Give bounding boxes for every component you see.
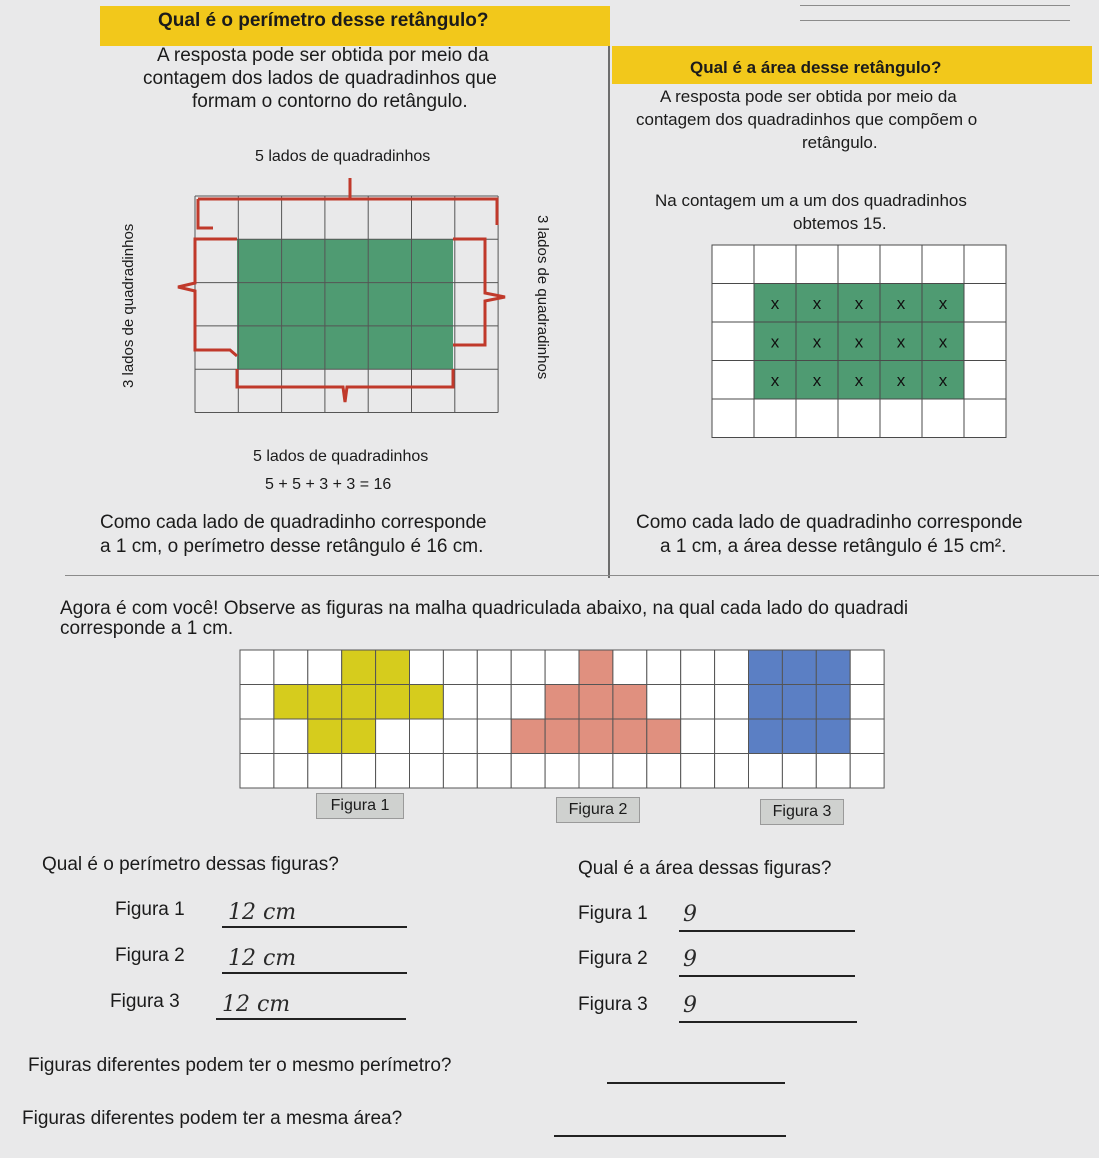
figure3-cell	[782, 685, 816, 720]
figure3-cell	[749, 719, 783, 754]
count-mark: x	[938, 332, 948, 352]
perimeter-conclusion-line2: a 1 cm, o perímetro desse retângulo é 16 cm.	[100, 536, 484, 557]
area-row-3-label: Figura 3	[578, 994, 648, 1015]
perimeter-row-3-label: Figura 3	[110, 991, 180, 1012]
area-intro-line1: A resposta pode ser obtida por meio da	[660, 87, 957, 106]
perimeter-answer-1-text: 12 cm	[228, 900, 297, 925]
figure3-cell	[749, 685, 783, 720]
grid-cell	[443, 650, 477, 685]
grid-cell	[647, 685, 681, 720]
area-count-line1: Na contagem um a um dos quadradinhos	[655, 191, 967, 210]
grid-cell	[240, 719, 274, 754]
figure3-caption: Figura 3	[760, 799, 844, 825]
grid-cell	[274, 754, 308, 789]
area-answer-3[interactable]	[679, 993, 857, 1023]
grid-cell	[410, 719, 444, 754]
grid-cell	[240, 650, 274, 685]
perimeter-question: Qual é o perímetro dessas figuras?	[42, 854, 339, 875]
figure2-cell	[511, 719, 545, 754]
area-intro-line3: retângulo.	[802, 133, 878, 152]
grid-cell	[376, 719, 410, 754]
count-mark: x	[812, 293, 822, 313]
figure1-cell	[410, 685, 444, 720]
area-answer-1-text: 9	[683, 902, 697, 927]
area-answer-2-text: 9	[683, 947, 697, 972]
count-mark: x	[770, 332, 780, 352]
grid-cell	[511, 685, 545, 720]
grid-cell	[715, 754, 749, 789]
grid-cell	[240, 685, 274, 720]
right-side-label: 3 lados de quadradinhos	[534, 215, 551, 380]
figure3-cell	[782, 650, 816, 685]
grid-cell	[308, 754, 342, 789]
figure3-cell	[816, 685, 850, 720]
grid-cell	[850, 719, 884, 754]
count-mark: x	[854, 332, 864, 352]
figure2-cell	[579, 650, 613, 685]
grid-cell	[579, 754, 613, 789]
grid-cell	[850, 754, 884, 789]
area-count-line2: obtemos 15.	[793, 214, 887, 233]
grid-cell	[410, 754, 444, 789]
grid-cell	[715, 650, 749, 685]
grid-cell	[681, 685, 715, 720]
grid-cell	[782, 754, 816, 789]
figure1-cell	[342, 719, 376, 754]
figure1-cell	[342, 685, 376, 720]
figure3-cell	[816, 650, 850, 685]
perimeter-answer-3-text: 12 cm	[222, 992, 291, 1017]
grid-cell	[274, 650, 308, 685]
area-conclusion-line2: a 1 cm, a área desse retângulo é 15 cm².	[660, 536, 1007, 557]
grid-cell	[274, 719, 308, 754]
perimeter-equation: 5 + 5 + 3 + 3 = 16	[265, 476, 392, 493]
perimeter-answer-3[interactable]	[216, 992, 406, 1020]
grid-cell	[240, 754, 274, 789]
area-section-title: Qual é a área desse retângulo?	[612, 46, 1092, 84]
grid-cell	[850, 685, 884, 720]
grid-cell	[647, 650, 681, 685]
grid-cell	[647, 754, 681, 789]
top-side-label: 5 lados de quadradinhos	[255, 148, 431, 165]
grid-cell	[715, 719, 749, 754]
figure2-cell	[545, 685, 579, 720]
perimeter-answer-1[interactable]	[222, 900, 407, 928]
area-conclusion-line1: Como cada lado de quadradinho corresponde	[636, 512, 1023, 533]
grid-cell	[410, 650, 444, 685]
grid-cell	[511, 754, 545, 789]
grid-cell	[308, 650, 342, 685]
perimeter-intro-line2: contagem dos lados de quadradinhos que	[143, 68, 497, 89]
area-row-1-label: Figura 1	[578, 903, 648, 924]
count-mark: x	[770, 293, 780, 313]
grid-cell	[443, 685, 477, 720]
prompt-line2: corresponde a 1 cm.	[60, 618, 234, 639]
perimeter-section-title: Qual é o perímetro desse retângulo?	[100, 6, 610, 46]
figure3-cell	[749, 650, 783, 685]
count-mark: x	[896, 332, 906, 352]
perimeter-answer-2[interactable]	[222, 946, 407, 974]
area-answer-3-text: 9	[683, 993, 697, 1018]
same-perimeter-question: Figuras diferentes podem ter o mesmo perímetro?	[28, 1055, 452, 1076]
grid-cell	[477, 719, 511, 754]
figure2-cell	[579, 719, 613, 754]
same-area-answer[interactable]	[554, 1113, 786, 1137]
figure1-cell	[376, 685, 410, 720]
area-answer-2[interactable]	[679, 947, 855, 977]
grid-cell	[613, 754, 647, 789]
grid-cell	[545, 650, 579, 685]
figure1-caption: Figura 1	[316, 793, 404, 819]
grid-cell	[681, 650, 715, 685]
figure2-cell	[647, 719, 681, 754]
perimeter-row-1-label: Figura 1	[115, 899, 185, 920]
area-question: Qual é a área dessas figuras?	[578, 858, 832, 879]
count-mark: x	[896, 370, 906, 390]
count-mark: x	[896, 293, 906, 313]
figure2-caption: Figura 2	[556, 797, 640, 823]
perimeter-answer-2-text: 12 cm	[228, 946, 297, 971]
grid-cell	[749, 754, 783, 789]
figure1-cell	[308, 719, 342, 754]
area-answer-1[interactable]	[679, 902, 855, 932]
grid-cell	[477, 650, 511, 685]
perimeter-conclusion-line1: Como cada lado de quadradinho corresponde	[100, 512, 487, 533]
figure1-cell	[376, 650, 410, 685]
grid-cell	[816, 754, 850, 789]
grid-cell	[545, 754, 579, 789]
left-side-label: 3 lados de quadradinhos	[120, 223, 137, 388]
same-perimeter-answer[interactable]	[607, 1060, 785, 1084]
grid-cell	[681, 754, 715, 789]
figure3-cell	[782, 719, 816, 754]
bottom-side-label: 5 lados de quadradinhos	[253, 448, 429, 465]
prompt-line1: Agora é com você! Observe as figuras na malha quadriculada abaixo, na qual cada lado do quadradi	[60, 598, 909, 619]
perimeter-intro-line1: A resposta pode ser obtida por meio da	[157, 45, 489, 66]
perimeter-row-2-label: Figura 2	[115, 945, 185, 966]
grid-cell	[477, 685, 511, 720]
count-mark: x	[812, 370, 822, 390]
figure1-cell	[308, 685, 342, 720]
perimeter-intro-line3: formam o contorno do retângulo.	[192, 91, 468, 112]
figure2-cell	[545, 719, 579, 754]
grid-cell	[613, 650, 647, 685]
count-mark: x	[812, 332, 822, 352]
grid-cell	[715, 685, 749, 720]
grid-cell	[342, 754, 376, 789]
count-mark: x	[854, 293, 864, 313]
figure2-cell	[613, 685, 647, 720]
grid-cell	[443, 754, 477, 789]
grid-cell	[850, 650, 884, 685]
same-area-question: Figuras diferentes podem ter a mesma área?	[22, 1108, 403, 1129]
count-mark: x	[854, 370, 864, 390]
grid-cell	[443, 719, 477, 754]
area-intro-line2: contagem dos quadradinhos que compõem o	[636, 110, 978, 129]
count-mark: x	[770, 370, 780, 390]
grid-cell	[681, 719, 715, 754]
count-mark: x	[938, 293, 948, 313]
figure1-cell	[274, 685, 308, 720]
grid-cell	[511, 650, 545, 685]
figure2-cell	[579, 685, 613, 720]
figure2-cell	[613, 719, 647, 754]
area-row-2-label: Figura 2	[578, 948, 648, 969]
figure3-cell	[816, 719, 850, 754]
grid-cell	[376, 754, 410, 789]
figure1-cell	[342, 650, 376, 685]
count-mark: x	[938, 370, 948, 390]
grid-cell	[477, 754, 511, 789]
